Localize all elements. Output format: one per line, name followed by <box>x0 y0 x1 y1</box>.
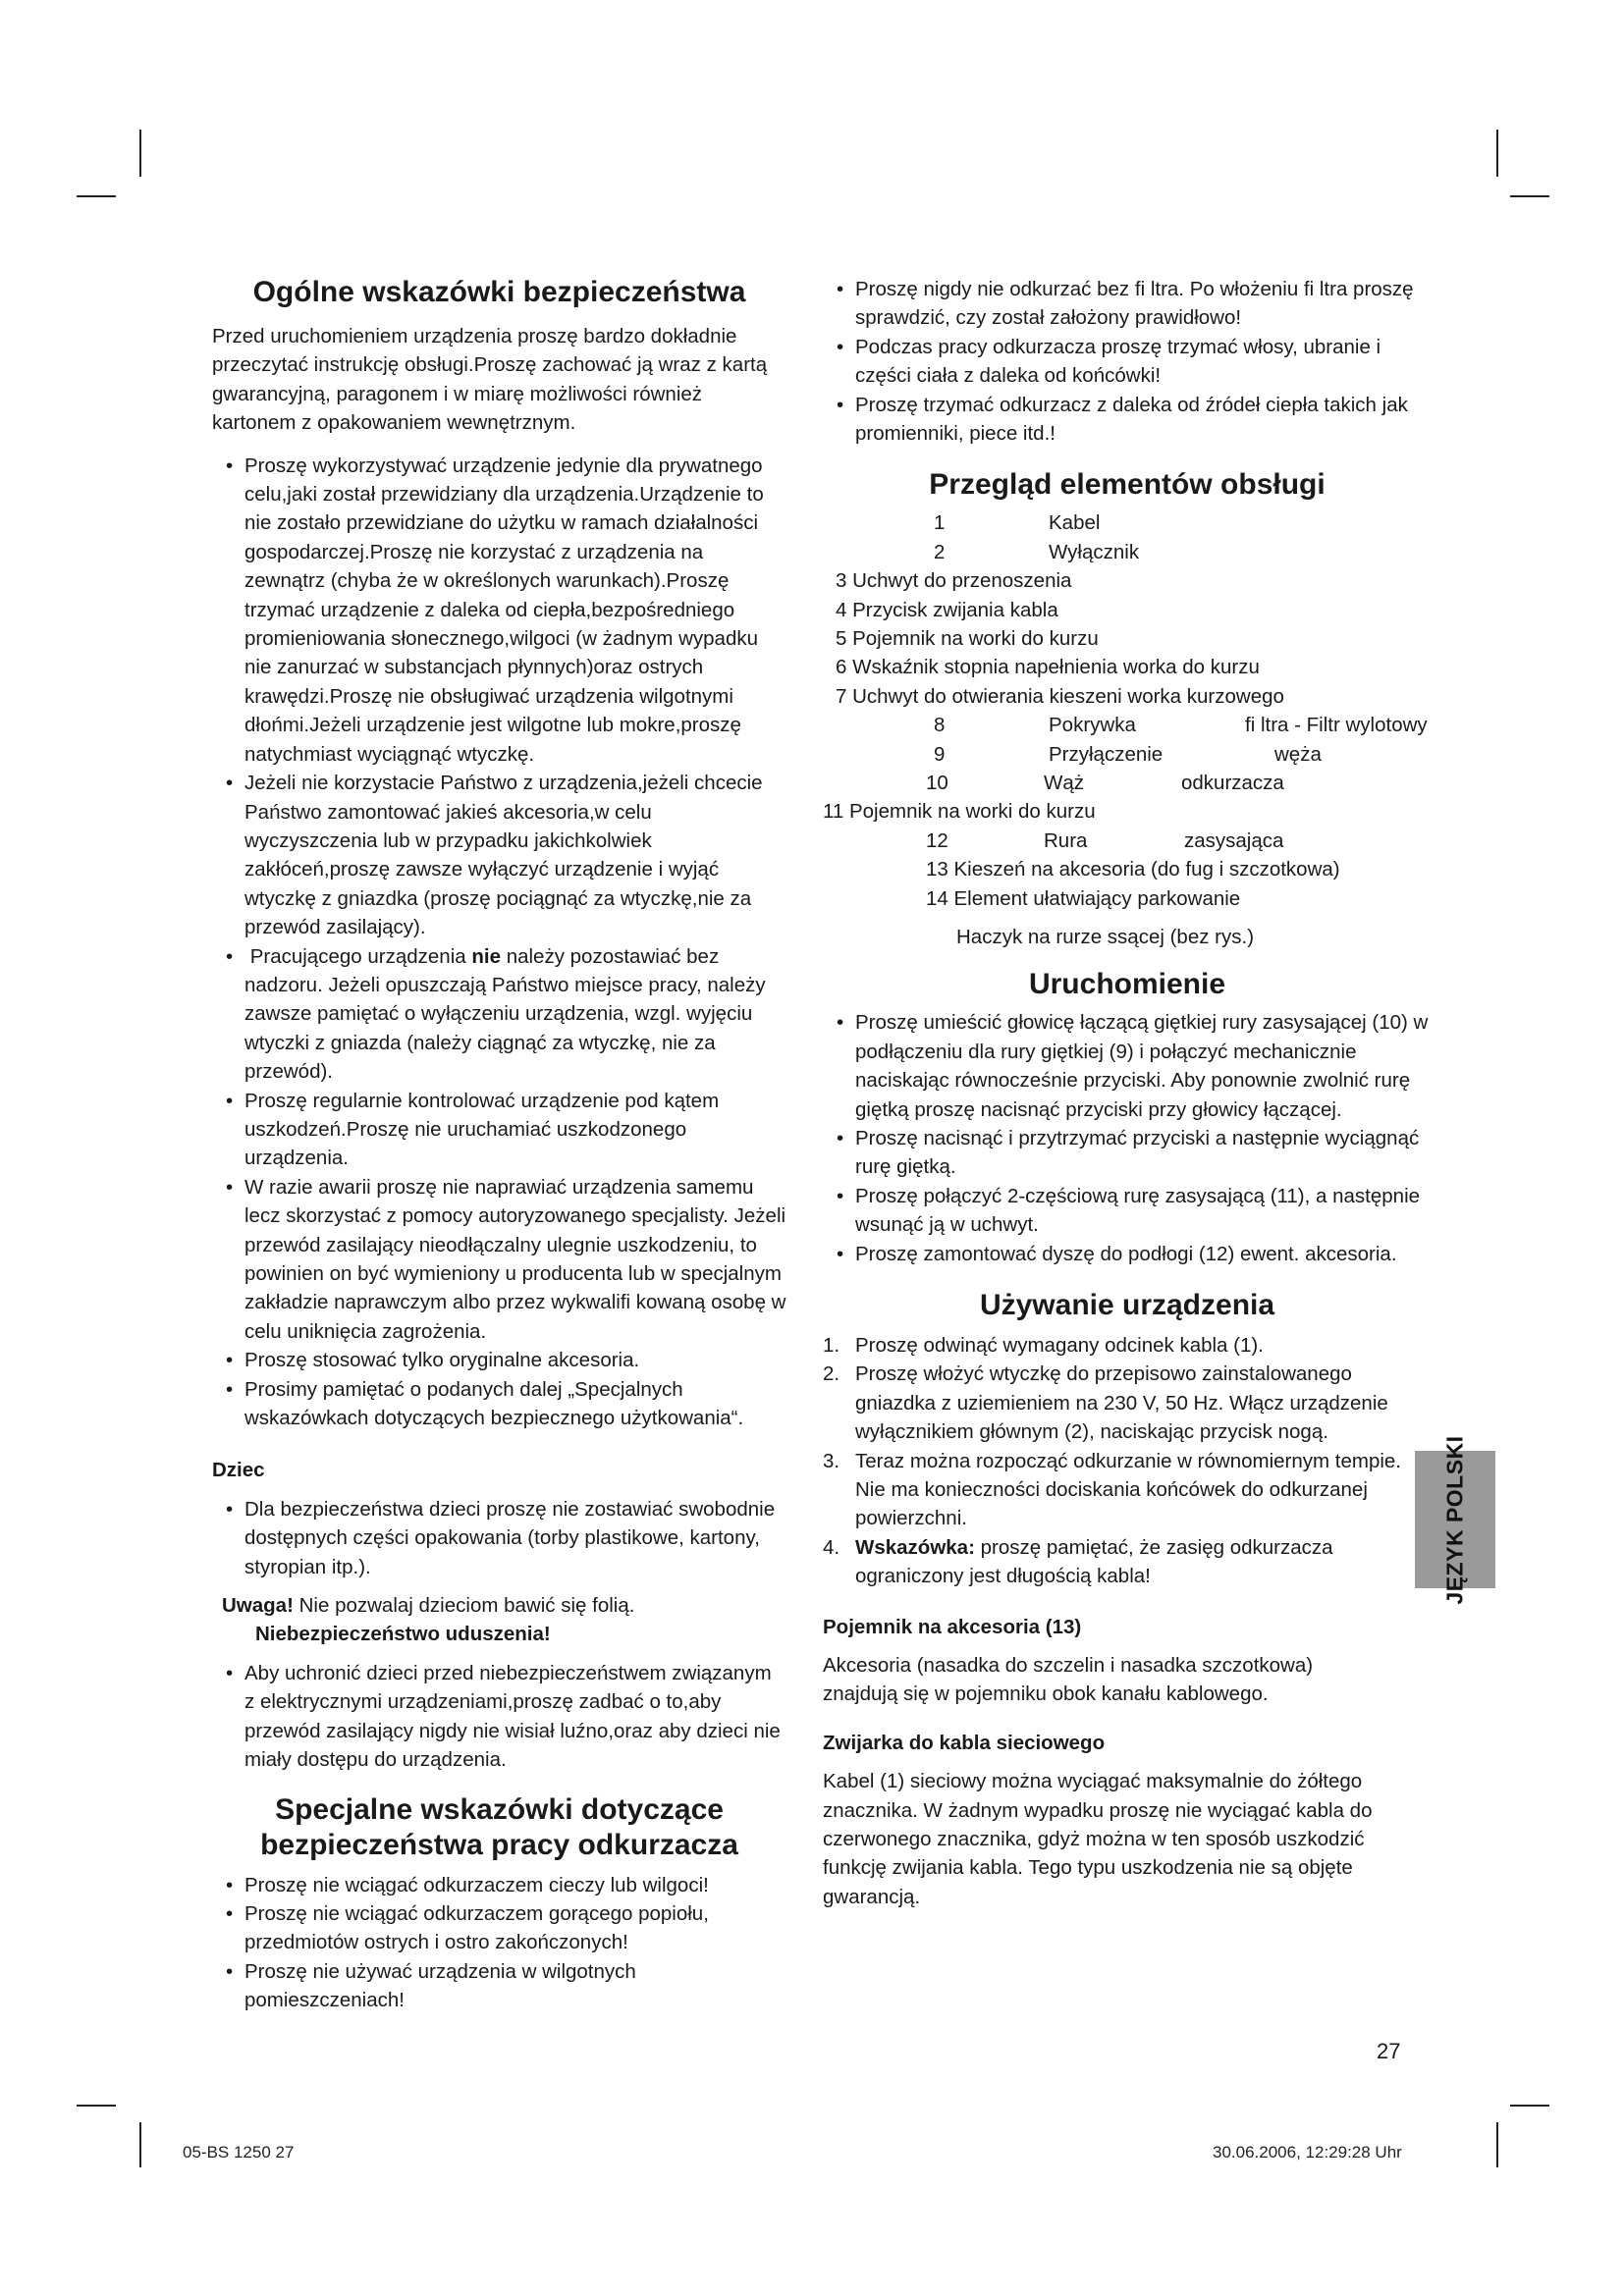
list-item: • Dla bezpieczeństwa dzieci proszę nie zostawiać swobodnie dostępnych części opakowania (torby plastikowe, kartony, styropian itp.). <box>212 1495 786 1581</box>
overview-table <box>823 508 1432 912</box>
step-number: 4. <box>823 1535 840 1559</box>
right-column <box>823 275 1432 1911</box>
crop-mark <box>1496 2122 1498 2167</box>
warning-sub: Niebezpieczeństwo uduszenia! <box>255 1623 551 1646</box>
list-item: • Proszę nie używać urządzenia w wilgotnych pomieszczeniach! <box>212 1957 786 2015</box>
overview-num: 10 <box>926 771 948 794</box>
crop-mark <box>1510 195 1549 197</box>
overview-row <box>823 884 1432 913</box>
overview-label: 6 Wskaźnik stopnia napełnienia worka do kurzu <box>836 656 1260 679</box>
overview-row <box>823 653 1432 681</box>
overview-row <box>823 769 1432 797</box>
safety-list <box>212 452 786 1433</box>
overview-label-extra: fi ltra - Filtr wylotowy <box>1245 714 1428 737</box>
list-item: • Proszę stosować tylko oryginalne akcesoria. <box>212 1346 786 1374</box>
overview-label: 5 Pojemnik na worki do kurzu <box>836 627 1099 650</box>
overview-num: 8 <box>934 714 946 737</box>
usage-steps <box>823 1331 1432 1591</box>
filter-list <box>823 275 1432 448</box>
step-number: 1. <box>823 1333 840 1357</box>
list-item: • Proszę nacisnąć i przytrzymać przyciski a następnie wyciągnąć rurę giętką. <box>823 1124 1432 1182</box>
startup-list <box>823 1008 1432 1268</box>
overview-label: Rura <box>1044 828 1088 852</box>
overview-note: Haczyk na rurze ssącej (bez rys.) <box>956 925 1255 948</box>
usage-step <box>823 1533 1432 1591</box>
overview-label: 7 Uchwyt do otwierania kieszeni worka kurzowego <box>836 684 1284 708</box>
overview-label: Kabel <box>1049 511 1101 535</box>
overview-label: Wyłącznik <box>1049 540 1140 563</box>
overview-label: 11 Pojemnik na worki do kurzu <box>823 800 1096 824</box>
list-item: • Jeżeli nie korzystacie Państwo z urządzenia,jeżeli chcecie Państwo zamontować jakieś akcesoria,w celu wyczyszczenia lub w przypadku jakichkolwiek zakłóceń,proszę zawsze wyłączyć urządzenie i wyjąć wtyczkę z gniazdka (proszę pociągnąć za wtyczkę,nie za przewód zasilający). <box>212 769 786 941</box>
cable-text: Kabel (1) sieciowy można wyciągać maksymalnie do żółtego znacznika. W żadnym wypadku proszę nie wyciągać kabla do czerwonego znacznika, gdyż można w ten sposób uszkodzić funkcję zwijania kabla. Tego typu uszkodzenia nie są objęte gwarancją. <box>823 1770 1373 1908</box>
accessory-text: Akcesoria (nasadka do szczelin i nasadka szczotkowa) znajdują się w pojemniku obok kanału kablowego. <box>823 1654 1314 1706</box>
step-note-text: proszę pamiętać, że zasięg odkurzacza ograniczony jest długością kabla! <box>855 1535 1333 1588</box>
overview-label-extra: zasysająca <box>1184 828 1284 852</box>
crop-mark <box>1496 130 1498 177</box>
overview-row <box>823 596 1432 624</box>
warning-label: Uwaga! <box>222 1594 294 1618</box>
list-item: • W razie awarii proszę nie naprawiać urządzenia samemu lecz skorzystać z pomocy autoryzowanego specjalisty. Jeżeli przewód zasilający nieodłączalny ulegnie uszkodzeniu, to powinien on być wymieniony u producenta lub w specjalnym zakładzie naprawczym albo przez wykwalifi kowaną osobę w celu uniknięcia zagrożenia. <box>212 1173 786 1346</box>
warning-line <box>222 1591 786 1620</box>
list-item: • Proszę regularnie kontrolować urządzenie pod kątem uszkodzeń.Proszę nie uruchamiać uszkodzonego urządzenia. <box>212 1087 786 1173</box>
overview-label: 4 Przycisk zwijania kabla <box>836 598 1058 621</box>
overview-row <box>823 508 1432 537</box>
warning-text: Nie pozwalaj dzieciom bawić się folią. <box>298 1594 635 1618</box>
unattended-text: Pracującego urządzenia <box>249 944 466 968</box>
crop-mark <box>139 130 141 177</box>
language-tab <box>1415 1434 1495 1605</box>
usage-step <box>823 1360 1432 1446</box>
step-text: Proszę włożyć wtyczkę do przepisowo zainstalowanego gniazdka z uziemieniem na 230 V, 50 Hz. Włącz urządzenie wyłącznikiem głównym (2), naciskając przycisk nogą. <box>855 1362 1388 1444</box>
overview-label: Wąż <box>1044 771 1084 794</box>
language-tab-label: JĘZYK POLSKI <box>1441 1434 1468 1605</box>
overview-num: 2 <box>934 540 946 563</box>
list-item: • Proszę połączyć 2-częściową rurę zasysającą (11), a następnie wsunąć ją w uchwyt. <box>823 1182 1432 1240</box>
children-heading: Dziec <box>212 1459 265 1482</box>
cable-heading: Zwijarka do kabla sieciowego <box>823 1731 1106 1754</box>
list-item: • Prosimy pamiętać o podanych dalej „Specjalnych wskazówkach dotyczących bezpiecznego użytkowania“. <box>212 1375 786 1433</box>
unattended-emphasis: nie <box>471 944 501 968</box>
special-title-line-2: bezpieczeństwa pracy odkurzacza <box>260 1828 738 1861</box>
unattended-text-rest: należy pozostawiać bez nadzoru. Jeżeli opuszczają Państwo miejsce pracy, należy zawsze pamiętać o wyłączeniu urządzenia, wzgl. wyjęciu wtyczki z gniazda (należy ciągnąć za wtyczkę, nie za przewód). <box>244 944 766 1084</box>
list-item: • Proszę zamontować dyszę do podłogi (12) ewent. akcesoria. <box>823 1240 1432 1268</box>
overview-num: 1 <box>934 511 946 535</box>
overview-label-extra: węża <box>1274 742 1322 766</box>
footer-left: 05-BS 1250 27 <box>183 2143 295 2162</box>
list-item: • Aby uchronić dzieci przed niebezpieczeństwem związanym z elektrycznymi urządzeniami,proszę zadbać o to,aby przewód zasilający nigdy nie wisiał luźno,oraz aby dzieci nie miały dostępu do urządzenia. <box>212 1659 786 1775</box>
overview-row <box>823 566 1432 595</box>
overview-label: Przyłączenie <box>1049 742 1164 766</box>
overview-label: 14 Element ułatwiający parkowanie <box>926 886 1241 910</box>
usage-step <box>823 1331 1432 1360</box>
list-item: • Proszę trzymać odkurzacz z daleka od źródeł ciepła takich jak promienniki, piece itd.! <box>823 391 1432 449</box>
overview-label: Pokrywka <box>1049 714 1136 737</box>
crop-mark <box>1510 2105 1549 2107</box>
step-number: 2. <box>823 1362 840 1386</box>
overview-row <box>823 624 1432 653</box>
overview-label: 13 Kieszeń na akcesoria (do fug i szczotkowa) <box>926 858 1340 881</box>
accessory-heading: Pojemnik na akcesoria (13) <box>823 1615 1082 1638</box>
step-text: Proszę odwinąć wymagany odcinek kabla (1). <box>855 1333 1264 1357</box>
footer-right: 30.06.2006, 12:29:28 Uhr <box>1213 2143 1402 2162</box>
children-list <box>212 1495 786 1581</box>
list-item: • Proszę umieścić głowicę łączącą giętkiej rury zasysającej (10) w podłączeniu dla rury giętkiej (9) i połączyć mechanicznie naciskając równocześnie przyciski. Aby ponownie zwolnić rurę giętką proszę nacisnąć przyciski przy głowicy łączącej. <box>823 1008 1432 1124</box>
overview-row <box>823 682 1432 711</box>
left-column <box>212 275 786 2015</box>
step-text: Teraz można rozpocząć odkurzanie w równomiernym tempie. Nie ma konieczności dociskania końcówek do odkurzanej powierzchni. <box>855 1449 1402 1530</box>
safety-title: Ogólne wskazówki bezpieczeństwa <box>252 276 746 308</box>
list-item: • Proszę nie wciągać odkurzaczem cieczy lub wilgoci! <box>212 1871 786 1899</box>
overview-row <box>823 855 1432 883</box>
overview-title: Przegląd elementów obsługi <box>929 468 1326 502</box>
overview-row <box>823 711 1432 739</box>
special-list <box>212 1871 786 2015</box>
startup-title: Uruchomienie <box>1028 968 1226 1001</box>
usage-title: Używanie urządzenia <box>979 1288 1275 1321</box>
overview-num: 12 <box>926 828 948 852</box>
warning-box <box>212 1591 786 1649</box>
overview-row <box>823 797 1432 826</box>
crop-mark <box>77 2105 116 2107</box>
overview-label-extra: odkurzacza <box>1181 771 1284 794</box>
usage-step <box>823 1447 1432 1533</box>
children-list-2 <box>212 1659 786 1775</box>
overview-row <box>823 740 1432 769</box>
overview-label: 3 Uchwyt do przenoszenia <box>836 569 1072 593</box>
list-item: • Proszę wykorzystywać urządzenie jedynie dla prywatnego celu,jaki został przewidziany dla urządzenia.Urządzenie to nie zostało przewidziane do użytku w ramach działalności gospodarczej.Proszę nie korzystać z urządzenia na zewnątrz (chyba że w określonych warunkach).Proszę trzymać urządzenie z daleka od ciepła,bezpośredniego promieniowania słonecznego,wilgoci (w żadnym wypadku nie zanurzać w substancjach płynnych)oraz ostrych krawędzi.Proszę nie obsługiwać urządzenia wilgotnymi dłońmi.Jeżeli urządzenie jest wilgotne lub mokre,proszę natychmiast wyciągnąć wtyczkę. <box>212 452 786 769</box>
step-number: 3. <box>823 1449 840 1472</box>
page-number: 27 <box>1377 2039 1401 2063</box>
step-note-label: Wskazówka: <box>855 1535 975 1559</box>
crop-mark <box>139 2122 141 2167</box>
special-title-line-1: Specjalne wskazówki dotyczące <box>275 1792 724 1826</box>
crop-mark <box>77 195 116 197</box>
overview-row <box>823 538 1432 566</box>
overview-num: 9 <box>934 742 946 766</box>
list-item: • Podczas pracy odkurzacza proszę trzymać włosy, ubranie i części ciała z daleka od końcówki! <box>823 333 1432 391</box>
list-item: • Proszę nigdy nie odkurzać bez fi ltra. Po włożeniu fi ltra proszę sprawdzić, czy został założony prawidłowo! <box>823 275 1432 333</box>
list-item <box>212 942 786 1087</box>
step-text <box>855 1533 1432 1591</box>
overview-row <box>823 827 1432 855</box>
safety-intro: Przed uruchomieniem urządzenia proszę bardzo dokładnie przeczytać instrukcję obsługi.Proszę zachować ją wraz z kartą gwarancyjną, paragonem i w miarę możliwości również kartonem z opakowaniem wewnętrznym. <box>212 325 768 435</box>
list-item: • Proszę nie wciągać odkurzaczem gorącego popiołu, przedmiotów ostrych i ostro zakończonych! <box>212 1899 786 1957</box>
